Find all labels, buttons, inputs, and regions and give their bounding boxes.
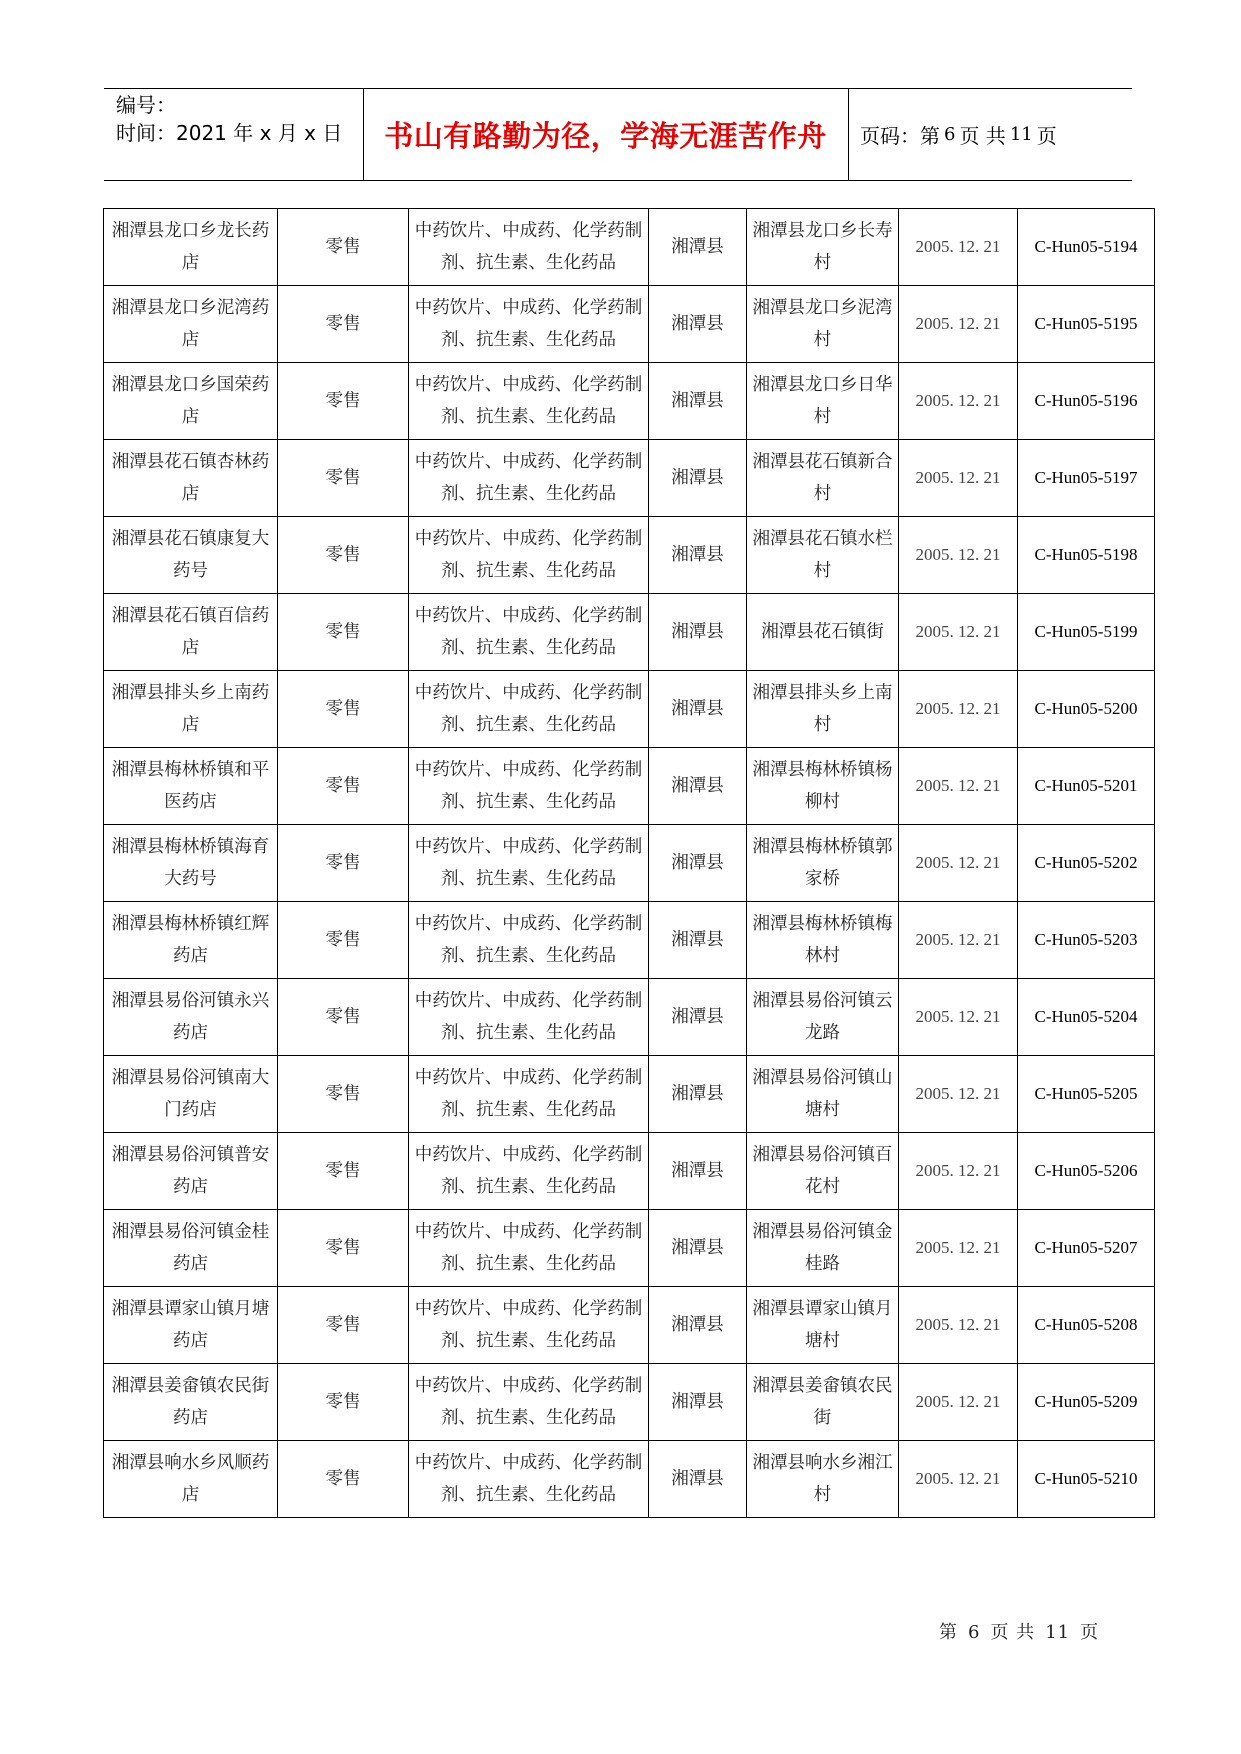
business-scope-cell: 中药饮片、中成药、化学药制剂、抗生素、生化药品 [409,594,649,671]
pharmacy-name-cell: 湘潭县花石镇康复大药号 [104,517,278,594]
certificate-code-cell: C-Hun05-5202 [1018,825,1155,902]
address-cell: 湘潭县花石镇水栏村 [747,517,899,594]
issue-date-cell: 2005. 12. 21 [899,1133,1018,1210]
business-scope-cell: 中药饮片、中成药、化学药制剂、抗生素、生化药品 [409,1056,649,1133]
address-cell: 湘潭县梅林桥镇郭家桥 [747,825,899,902]
county-cell: 湘潭县 [649,1056,747,1133]
pharmacy-name-cell: 湘潭县响水乡风顺药店 [104,1441,278,1518]
business-scope-cell: 中药饮片、中成药、化学药制剂、抗生素、生化药品 [409,363,649,440]
county-cell: 湘潭县 [649,440,747,517]
page-footer [934,1618,1104,1644]
issue-date-cell: 2005. 12. 21 [899,594,1018,671]
pharmacy-name-cell: 湘潭县龙口乡龙长药店 [104,209,278,286]
page-header [104,88,1132,181]
address-cell: 湘潭县龙口乡泥湾村 [747,286,899,363]
header-motto: 书山有路勤为径，学海无涯苦作舟 [384,118,827,153]
county-cell: 湘潭县 [649,517,747,594]
address-cell: 湘潭县梅林桥镇杨柳村 [747,748,899,825]
business-type-cell: 零售 [278,1287,409,1364]
issue-date-cell: 2005. 12. 21 [899,671,1018,748]
certificate-code-cell: C-Hun05-5210 [1018,1441,1155,1518]
business-scope-cell: 中药饮片、中成药、化学药制剂、抗生素、生化药品 [409,1210,649,1287]
address-cell: 湘潭县龙口乡日华村 [747,363,899,440]
business-type-cell: 零售 [278,1133,409,1210]
certificate-code-cell: C-Hun05-5196 [1018,363,1155,440]
certificate-code-cell: C-Hun05-5201 [1018,748,1155,825]
table-row [104,440,1155,517]
county-cell: 湘潭县 [649,1133,747,1210]
issue-date-cell: 2005. 12. 21 [899,517,1018,594]
business-scope-cell: 中药饮片、中成药、化学药制剂、抗生素、生化药品 [409,1364,649,1441]
county-cell: 湘潭县 [649,671,747,748]
business-type-cell: 零售 [278,671,409,748]
table-row [104,517,1155,594]
address-cell: 湘潭县花石镇街 [747,594,899,671]
pharmacy-name-cell: 湘潭县梅林桥镇海育大药号 [104,825,278,902]
county-cell: 湘潭县 [649,1441,747,1518]
table-row [104,1210,1155,1287]
pharmacy-name-cell: 湘潭县梅林桥镇和平医药店 [104,748,278,825]
business-scope-cell: 中药饮片、中成药、化学药制剂、抗生素、生化药品 [409,517,649,594]
issue-date-cell: 2005. 12. 21 [899,1364,1018,1441]
issue-date-cell: 2005. 12. 21 [899,979,1018,1056]
pharmacy-name-cell: 湘潭县易俗河镇普安药店 [104,1133,278,1210]
business-type-cell: 零售 [278,1210,409,1287]
business-scope-cell: 中药饮片、中成药、化学药制剂、抗生素、生化药品 [409,209,649,286]
address-cell: 湘潭县排头乡上南村 [747,671,899,748]
business-scope-cell: 中药饮片、中成药、化学药制剂、抗生素、生化药品 [409,1133,649,1210]
business-scope-cell: 中药饮片、中成药、化学药制剂、抗生素、生化药品 [409,902,649,979]
address-cell: 湘潭县姜畲镇农民街 [747,1364,899,1441]
pharmacy-name-cell: 湘潭县花石镇百信药店 [104,594,278,671]
header-meta [116,91,342,147]
business-scope-cell: 中药饮片、中成药、化学药制剂、抗生素、生化药品 [409,979,649,1056]
certificate-code-cell: C-Hun05-5208 [1018,1287,1155,1364]
certificate-code-cell: C-Hun05-5209 [1018,1364,1155,1441]
page-mid: 页 共 [959,123,1006,148]
address-cell: 湘潭县龙口乡长寿村 [747,209,899,286]
certificate-code-cell: C-Hun05-5194 [1018,209,1155,286]
table-row [104,979,1155,1056]
county-cell: 湘潭县 [649,1364,747,1441]
issue-date-cell: 2005. 12. 21 [899,1210,1018,1287]
county-cell: 湘潭县 [649,825,747,902]
business-scope-cell: 中药饮片、中成药、化学药制剂、抗生素、生化药品 [409,1441,649,1518]
issue-date-cell: 2005. 12. 21 [899,1287,1018,1364]
table-row [104,1364,1155,1441]
issue-date-cell: 2005. 12. 21 [899,1056,1018,1133]
certificate-code-cell: C-Hun05-5200 [1018,671,1155,748]
table-row [104,671,1155,748]
address-cell: 湘潭县易俗河镇云龙路 [747,979,899,1056]
county-cell: 湘潭县 [649,902,747,979]
table-row [104,286,1155,363]
issue-date-cell: 2005. 12. 21 [899,209,1018,286]
certificate-code-cell: C-Hun05-5203 [1018,902,1155,979]
pharmacy-name-cell: 湘潭县姜畲镇农民街药店 [104,1364,278,1441]
document-time: 时间：2021 年 x 月 x 日 [116,121,343,145]
issue-date-cell: 2005. 12. 21 [899,286,1018,363]
issue-date-cell: 2005. 12. 21 [899,825,1018,902]
address-cell: 湘潭县花石镇新合村 [747,440,899,517]
issue-date-cell: 2005. 12. 21 [899,902,1018,979]
business-type-cell: 零售 [278,902,409,979]
certificate-code-cell: C-Hun05-5195 [1018,286,1155,363]
pharmacy-name-cell: 湘潭县龙口乡泥湾药店 [104,286,278,363]
page-current: 6 [944,123,956,145]
pharmacy-name-cell: 湘潭县谭家山镇月塘药店 [104,1287,278,1364]
certificate-code-cell: C-Hun05-5198 [1018,517,1155,594]
pharmacy-name-cell: 湘潭县花石镇杏林药店 [104,440,278,517]
footer-prefix: 第 [939,1622,958,1643]
footer-mid: 页 共 [990,1622,1036,1643]
page-suffix: 页 [1036,123,1057,148]
pharmacy-name-cell: 湘潭县排头乡上南药店 [104,671,278,748]
table-row [104,209,1155,286]
business-type-cell: 零售 [278,1364,409,1441]
business-scope-cell: 中药饮片、中成药、化学药制剂、抗生素、生化药品 [409,440,649,517]
county-cell: 湘潭县 [649,363,747,440]
table-row [104,594,1155,671]
pharmacy-name-cell: 湘潭县梅林桥镇红辉药店 [104,902,278,979]
table-row [104,748,1155,825]
address-cell: 湘潭县易俗河镇百花村 [747,1133,899,1210]
document-number-label: 编号： [116,93,176,117]
footer-current: 6 [968,1622,981,1643]
business-scope-cell: 中药饮片、中成药、化学药制剂、抗生素、生化药品 [409,671,649,748]
business-type-cell: 零售 [278,825,409,902]
address-cell: 湘潭县易俗河镇山塘村 [747,1056,899,1133]
business-type-cell: 零售 [278,286,409,363]
table-row [104,1441,1155,1518]
pharmacy-name-cell: 湘潭县易俗河镇金桂药店 [104,1210,278,1287]
issue-date-cell: 2005. 12. 21 [899,440,1018,517]
footer-total: 11 [1045,1622,1071,1643]
business-type-cell: 零售 [278,1056,409,1133]
certificate-code-cell: C-Hun05-5204 [1018,979,1155,1056]
business-type-cell: 零售 [278,440,409,517]
business-scope-cell: 中药饮片、中成药、化学药制剂、抗生素、生化药品 [409,748,649,825]
county-cell: 湘潭县 [649,1210,747,1287]
header-page-number [860,89,1057,179]
business-scope-cell: 中药饮片、中成药、化学药制剂、抗生素、生化药品 [409,286,649,363]
table-row [104,1056,1155,1133]
business-scope-cell: 中药饮片、中成药、化学药制剂、抗生素、生化药品 [409,825,649,902]
business-type-cell: 零售 [278,209,409,286]
certificate-code-cell: C-Hun05-5199 [1018,594,1155,671]
pharmacy-name-cell: 湘潭县易俗河镇永兴药店 [104,979,278,1056]
pharmacy-table [103,208,1155,1518]
address-cell: 湘潭县谭家山镇月塘村 [747,1287,899,1364]
pharmacy-name-cell: 湘潭县易俗河镇南大门药店 [104,1056,278,1133]
table-row [104,363,1155,440]
county-cell: 湘潭县 [649,748,747,825]
header-divider [848,89,849,180]
business-type-cell: 零售 [278,517,409,594]
business-type-cell: 零售 [278,594,409,671]
page-total: 11 [1009,123,1033,145]
pharmacy-name-cell: 湘潭县龙口乡国荣药店 [104,363,278,440]
table-row [104,1133,1155,1210]
page-prefix: 页码：第 [860,123,940,148]
certificate-code-cell: C-Hun05-5207 [1018,1210,1155,1287]
issue-date-cell: 2005. 12. 21 [899,1441,1018,1518]
address-cell: 湘潭县梅林桥镇梅林村 [747,902,899,979]
business-type-cell: 零售 [278,979,409,1056]
issue-date-cell: 2005. 12. 21 [899,748,1018,825]
county-cell: 湘潭县 [649,209,747,286]
business-scope-cell: 中药饮片、中成药、化学药制剂、抗生素、生化药品 [409,1287,649,1364]
county-cell: 湘潭县 [649,286,747,363]
address-cell: 湘潭县易俗河镇金桂路 [747,1210,899,1287]
footer-suffix: 页 [1080,1622,1100,1643]
certificate-code-cell: C-Hun05-5205 [1018,1056,1155,1133]
county-cell: 湘潭县 [649,594,747,671]
certificate-code-cell: C-Hun05-5197 [1018,440,1155,517]
issue-date-cell: 2005. 12. 21 [899,363,1018,440]
address-cell: 湘潭县响水乡湘江村 [747,1441,899,1518]
table-body [104,209,1155,1518]
business-type-cell: 零售 [278,363,409,440]
county-cell: 湘潭县 [649,1287,747,1364]
county-cell: 湘潭县 [649,979,747,1056]
table-row [104,902,1155,979]
business-type-cell: 零售 [278,1441,409,1518]
table-row [104,1287,1155,1364]
business-type-cell: 零售 [278,748,409,825]
table-row [104,825,1155,902]
certificate-code-cell: C-Hun05-5206 [1018,1133,1155,1210]
